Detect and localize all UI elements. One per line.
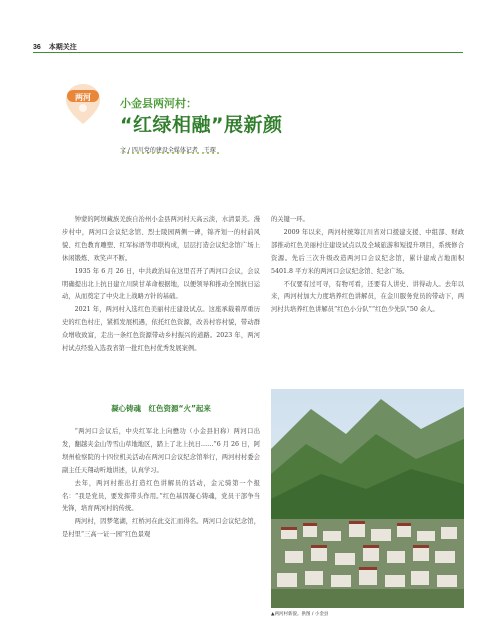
page-header bbox=[33, 42, 77, 52]
paragraph: “两河口会议后，中央红军北上向懋功（小金县旧称）两河口出发，翻越夹金山等雪山草地地区，踏上了北上抗日……”6 月 26 日，阿坝州检察院的十四位机关活动在两河口会议纪念馆举行，两河村村委会副主任天翔动听地讲述，认真学习。 bbox=[62, 428, 260, 474]
section-heading: 凝心铸魂 红色资源“火”起来 bbox=[111, 404, 211, 413]
badge-label: 两河 bbox=[75, 93, 91, 102]
paragraph: 不仅要有过可寻，有物可看，还要有人讲史、讲得动人。去年以来，两河村加大力度培养红色讲解员，在金川服务党员的带动下，两河村共培养红色讲解员“红色小分队”“红色少先队”50 余人。 bbox=[271, 280, 464, 314]
paragraph: 去年，两河村推出打造红色讲解员的活动，金元骑第一个报名：“我是党员，要发挥带头作用。”红色基因凝心铸魂，党员干部争当先锋，培育两河村的传统。 bbox=[62, 479, 260, 513]
body-column-left-bottom bbox=[62, 426, 260, 542]
byline: 文 / 四川党的建设全媒体记者 王琛 bbox=[120, 147, 216, 154]
paragraph: 1935 年 6 月 26 日，中共政治局在这里召开了两河口会议，会议明确提出北上抗日建立川陕甘革命根据地，以便领导和推动全国抗日运动，从而奠定了中央北上战略方针的基础。 bbox=[62, 267, 260, 301]
header-divider bbox=[33, 52, 463, 53]
section-label: 本期关注 bbox=[48, 44, 77, 51]
body-column-left-top bbox=[62, 214, 260, 356]
map-pin-icon bbox=[62, 82, 104, 126]
village-landscape-image bbox=[271, 389, 464, 608]
body-column-right bbox=[271, 214, 464, 317]
photo-caption: ▲两河村新貌。供图 / 小金县 bbox=[271, 612, 329, 617]
paragraph: 的关键一环。 bbox=[271, 216, 309, 223]
paragraph: 两河村，因梦笔湖，红桥河在此交汇而得名。两河口会议纪念馆，是村里“三高一证一园”红色景观 bbox=[62, 518, 260, 539]
paragraph: 钟蒙的阿坝藏族羌族自治州小金县两河村天高云淡，水清景美。漫步村中，两河口会议纪念馆、烈士陵园两侧一碑，锦齐划一的村前风貌、红色教育雕塑、红军标语等串联构成，层层打造会议纪念馆广场上休闲锻炼、欢笑声不断。 bbox=[62, 216, 260, 262]
paragraph: 2009 年以来，两河村统筹江川省对口援建支援、中组部、财政部推动红色美丽村庄建设试点以及全域旅游和短提升项目，系统修合资源。先后三次升级改造两河口会议纪念馆，累计建成占地面积 5401.8 平方米的两河口会议纪念馆、纪念广场。 bbox=[271, 228, 464, 275]
article-title: “红绿相融”展新颜 bbox=[120, 114, 283, 136]
article-subtitle: 小金县两河村： bbox=[120, 97, 197, 110]
paragraph: 2021 年，两河村入选红色美丽村庄建设试点。这座承载着厚重历史的红色村庄，紧抓发展机遇，依托红色资源，改善村容村貌，带动群众增收致富，走出一条红色资源带动乡村振兴的道路。2023 年，两河村试点经验入选我省第一批红色村优秀发展案例。 bbox=[62, 306, 260, 353]
village-photo bbox=[271, 389, 464, 608]
location-pin-badge bbox=[62, 82, 104, 126]
page-number: 36 bbox=[33, 44, 41, 51]
